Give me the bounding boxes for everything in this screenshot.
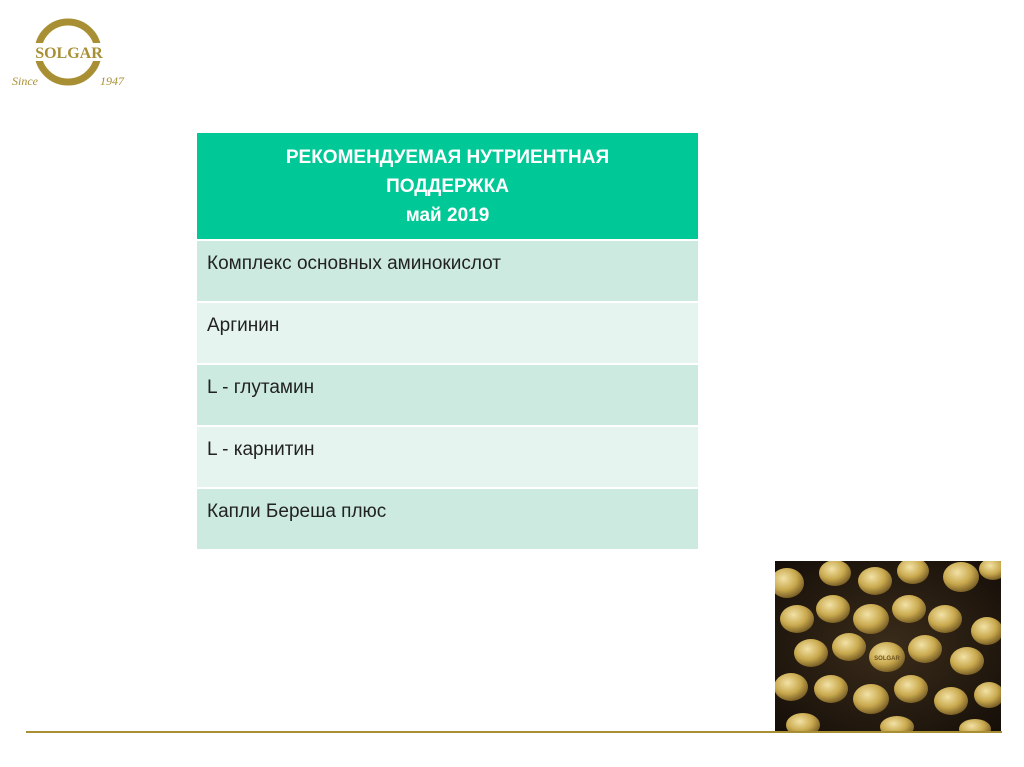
table-header-row (197, 133, 698, 240)
table-header-cell (197, 133, 698, 240)
header-date: май 2019 (405, 204, 490, 226)
table-cell-glutamine: L - глутамин (197, 364, 698, 426)
table-row (197, 488, 698, 550)
table-row (197, 364, 698, 426)
table-cell-beresh-drops: Капли Береша плюс (197, 488, 698, 550)
logo-since-text: Since (12, 74, 38, 88)
logo-year-text: 1947 (100, 74, 124, 88)
header-title-line-1: РЕКОМЕНДУЕМАЯ НУТРИЕНТНАЯ (285, 146, 610, 168)
table-cell-carnitine: L - карнитин (197, 426, 698, 488)
table-row (197, 302, 698, 364)
cap-brand-text: SOLGAR (874, 656, 900, 662)
table-cell-arginine: Аргинин (197, 302, 698, 364)
header-title-line-2: ПОДДЕРЖКА (386, 175, 509, 197)
solgar-logo (8, 16, 138, 92)
logo-brand-text: SOLGAR (35, 45, 103, 62)
footer-divider (26, 731, 1002, 733)
nutrient-table (197, 133, 698, 551)
table-cell-amino-complex: Комплекс основных аминокислот (197, 240, 698, 302)
table-row (197, 426, 698, 488)
bottles-photo (775, 561, 1001, 732)
table-row (197, 240, 698, 302)
